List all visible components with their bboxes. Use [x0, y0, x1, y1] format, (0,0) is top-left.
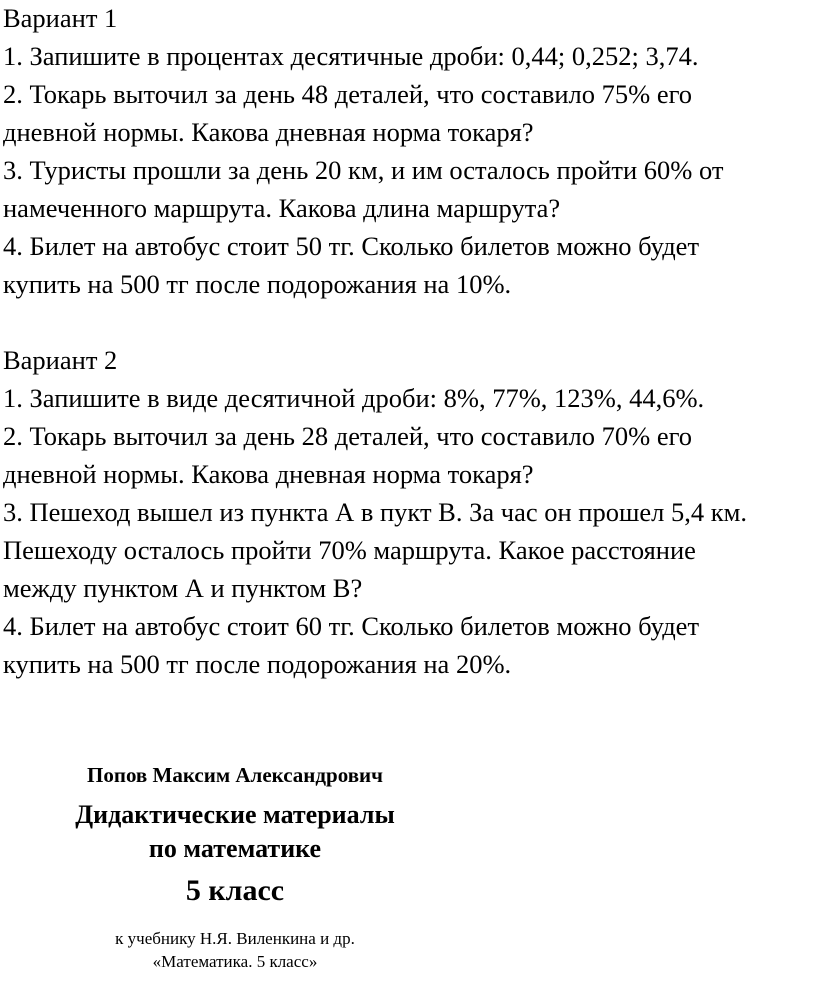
- variant-1-task-2-line-2: дневной нормы. Какова дневная норма токаря?: [3, 117, 534, 147]
- variant-2-task-4-line-2: купить на 500 тг после подорожания на 20%.: [3, 649, 512, 679]
- variant-2-task-3-line-2: Пешеходу осталось пройти 70% маршрута. Какое расстояние: [3, 535, 696, 565]
- variant-2-heading: Вариант 2: [3, 345, 118, 375]
- variant-2-task-2-line-2: дневной нормы. Какова дневная норма токаря?: [3, 459, 534, 489]
- book-subtitle-line-2: «Математика. 5 класс»: [152, 952, 318, 971]
- variant-1-task-4-line-2: купить на 500 тг после подорожания на 10%.: [3, 269, 512, 299]
- book-title-line-2: по математике: [148, 834, 322, 863]
- variant-1-task-3-line-2: намеченного маршрута. Какова длина маршрута?: [3, 193, 561, 223]
- variant-1-heading: Вариант 1: [3, 3, 118, 33]
- variant-2-task-1: 1. Запишите в виде десятичной дроби: 8%, 77%, 123%, 44,6%.: [3, 383, 705, 413]
- variant-1-task-2-line-1: 2. Токарь выточил за день 48 деталей, что составило 75% его: [3, 79, 693, 109]
- book-grade: 5 класс: [185, 874, 285, 907]
- variant-2-task-4-line-1: 4. Билет на автобус стоит 60 тг. Сколько билетов можно будет: [3, 611, 700, 641]
- variant-1-task-1: 1. Запишите в процентах десятичные дроби: 0,44; 0,252; 3,74.: [3, 41, 699, 71]
- book-subtitle-line-1: к учебнику Н.Я. Виленкина и др.: [115, 929, 355, 948]
- book-author: Попов Максим Александрович: [87, 763, 383, 787]
- variant-2-task-3-line-3: между пунктом А и пунктом В?: [3, 573, 363, 603]
- variant-1-task-4-line-1: 4. Билет на автобус стоит 50 тг. Сколько билетов можно будет: [3, 231, 700, 261]
- variant-2-task-2-line-1: 2. Токарь выточил за день 28 деталей, что составило 70% его: [3, 421, 693, 451]
- variant-2-task-3-line-1: 3. Пешеход вышел из пункта А в пукт В. За час он прошел 5,4 км.: [3, 497, 747, 527]
- variant-1-task-3-line-1: 3. Туристы прошли за день 20 км, и им осталось пройти 60% от: [3, 155, 724, 185]
- book-title-line-1: Дидактические материалы: [75, 800, 395, 829]
